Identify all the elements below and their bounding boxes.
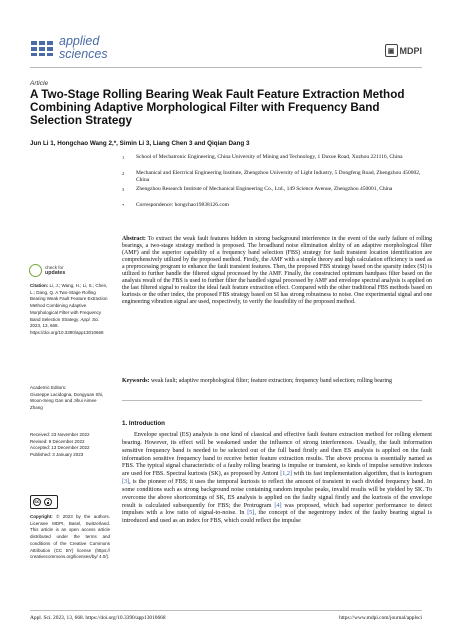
affiliation-number: 1 bbox=[122, 155, 125, 160]
editors-label: Academic Editors: bbox=[30, 385, 67, 390]
abstract bbox=[122, 236, 432, 306]
intro-text-4: was proposed, which had superior performance to detect impulses with a low ratio of signal-to-noise. In bbox=[122, 502, 432, 517]
copyright-text: © 2023 by the authors. Licensee MDPI, Basel, Switzerland. This article is an open access article distributed under the terms and conditions of the Creative Commons Attribution (CC BY) license (https:// creativecommons.org/licenses/by/ 4.0/). bbox=[30, 514, 110, 560]
publication-dates bbox=[30, 432, 110, 459]
citation-link[interactable]: [5] bbox=[247, 510, 255, 517]
citation-link[interactable]: [3] bbox=[122, 479, 130, 486]
citation-link[interactable]: [4] bbox=[274, 502, 282, 509]
introduction-paragraph bbox=[122, 432, 432, 526]
intro-text-5: , the concept of the negentropy index of the faulty bearing signal is introduced and used as an index for FBS, which could reflect the impulse bbox=[122, 510, 432, 525]
keywords-label: Keywords: bbox=[122, 378, 150, 384]
publisher-logo bbox=[385, 44, 423, 57]
journal-name-line1: applied bbox=[59, 34, 100, 48]
editors-names: Giuseppe Lacidogna, Dongyuan Shi, Woon-Seng Gan and Jihui Aimee Zhang bbox=[30, 391, 104, 411]
copyright-label: Copyright: bbox=[30, 514, 53, 519]
journal-logo-icon bbox=[30, 40, 54, 57]
copyright-block bbox=[30, 514, 110, 561]
keywords-text: weak fault; adaptive morphological filter; feature extraction; frequency band selection; rolling bearing bbox=[150, 378, 392, 384]
keywords bbox=[122, 378, 432, 385]
section-heading: 1. Introduction bbox=[122, 420, 165, 427]
check-for-updates-badge[interactable] bbox=[29, 264, 91, 280]
check-updates-icon bbox=[29, 264, 42, 277]
citation-block bbox=[30, 283, 110, 337]
abstract-label: Abstract: bbox=[122, 236, 146, 242]
correspondence-marker: * bbox=[122, 203, 125, 208]
affiliation-number: 3 bbox=[122, 187, 125, 192]
publisher-name: MDPI bbox=[399, 45, 422, 56]
author-list: Jun Li 1, Hongchao Wang 2,*, Simin Li 3, Liang Chen 3 and Qiqian Dang 3 bbox=[30, 140, 250, 147]
footer-citation[interactable]: Appl. Sci. 2023, 13, 668. https://doi.org/10.3390/app13010668 bbox=[30, 615, 166, 621]
header-divider bbox=[30, 67, 422, 68]
paper-title: A Two-Stage Rolling Bearing Weak Fault Feature Extraction Method Combining Adaptive Morphological Filter with Frequency Band Selection Strategy bbox=[30, 88, 405, 127]
affiliation-1 bbox=[122, 154, 432, 161]
footer-divider bbox=[30, 610, 422, 611]
intro-text-2: with its fast implementation algorithm, that is kurtogram bbox=[291, 471, 432, 478]
journal-name-line2: sciences bbox=[59, 47, 108, 61]
check-updates-line2: updates bbox=[45, 270, 66, 276]
affiliation-3 bbox=[122, 186, 432, 193]
accepted-date: Accepted: 13 December 2022 bbox=[30, 445, 90, 451]
citation-ref[interactable]: 2023, 13, 668. https://doi.org/10.3390/app13010668 bbox=[30, 323, 104, 335]
affiliation-text: Mechanical and Electrical Engineering Institute, Zhengzhou University of Light Industry, 5 Dongfeng Road, Zhengzhou 450002, China bbox=[136, 170, 421, 184]
affiliation-text: Zhengzhou Research Institute of Mechanical Engineering Co., Ltd., 149 Science Avenue, Zhengzhou 450001, China bbox=[136, 186, 393, 192]
affiliation-text: School of Mechatronic Engineering, China University of Mining and Technology, 1 Daxue Road, Xuzhou 221116, China bbox=[136, 154, 403, 160]
intro-text-3: , is the pioneer of FBS; it uses the temporal kurtosis to reflect the amount of transient in each divided frequency band. In some conditions such as strong background noise containing random impulse peaks, invalid results will be yielded by SK. To overcome the above shortcomings of SK, ES analysis is applied on the faulty signal firstly and the kurtosis of the envelope result is calculated subsequently for FBS; the Protrugram bbox=[122, 479, 432, 509]
citation-link[interactable]: [1,2] bbox=[280, 471, 292, 478]
abstract-text: To extract the weak fault features hidden in strong background interference in the event of the early failure of rolling bearings, a two-stage strategy method is proposed. The broadband noise elimination ability of an adaptive morphological filter (AMF) and the superior capability of a frequency band selection (FBS) strategy for fault transient location identification are comprehensively utilized by the proposed method. Firstly, the AMF with a simple theory and high calculation efficiency is used as a preprocessing program to enhance the fault transient features. Then, the proposed FBS strategy based on the sparsity index (SI) is utilized to further handle the filtered signal processed by the AMF. Finally, the constructed optimum bandpass filter based on the analysis result of the FBS is used to further filter the handled signal processed by AMF and envelope spectral analysis is applied on the last filtered signal to realize the ideal fault feature extraction effect. Compared with the other traditional FBS methods based on kurtosis or the other index, the proposed FBS strategy based on SI has strong robustness to noise. One experimental signal and one engineering vibration signal are used, respectively, to verify the feasibility of the proposed method. bbox=[122, 236, 432, 306]
affiliation-number: 2 bbox=[122, 171, 125, 176]
mdpi-mark-icon: ▣ bbox=[385, 44, 398, 57]
cc-by-license-icon[interactable] bbox=[30, 495, 58, 509]
by-attribution-icon bbox=[44, 498, 52, 506]
received-date: Received: 23 November 2022 bbox=[30, 432, 90, 437]
published-date: Published: 3 January 2023 bbox=[30, 452, 84, 458]
citation-journal: Appl. Sci. bbox=[80, 316, 100, 322]
correspondence-text: Correspondence: hongchao19838126.com bbox=[136, 202, 229, 208]
intro-text-1: Envelope spectral (ES) analysis is one kind of classical and effective fault feature extraction method for rolling element bearing. However, its effect will be weakened under the influence of strong interferences. Usually, the fault information sensitive frequency band is needed to be selected out of the full band firstly and then ES analysis is applied on the fault information sensitive frequency band to receive better feature extraction results. The above process is essentially named as FBS. The typical signal characteristic of a faulty rolling bearing is impulse or transient, so kinds of impulse sensitive indexes are used for FBS. Spectral kurtosis (SK), as proposed by Antoni bbox=[122, 432, 432, 478]
footer-journal-url[interactable]: https://www.mdpi.com/journal/applsci bbox=[339, 615, 422, 621]
check-updates-line1: check for bbox=[45, 265, 64, 270]
revised-date: Revised: 9 December 2022 bbox=[30, 438, 85, 444]
citation-text: Li, J.; Wang, H.; Li, S.; Chen, L.; Dang, Q. A Two-Stage Rolling Bearing Weak Fault Feature Extraction Method Combining Adaptive Morphological Filter with Frequency Band Selection Strategy. bbox=[30, 283, 108, 322]
academic-editors bbox=[30, 385, 110, 412]
affiliation-2 bbox=[122, 170, 432, 184]
cc-icon: cc bbox=[34, 498, 40, 504]
abstract-divider bbox=[122, 400, 422, 401]
journal-name bbox=[59, 35, 108, 61]
citation-label: Citation: bbox=[30, 283, 49, 288]
article-type: Article bbox=[30, 80, 49, 87]
correspondence bbox=[122, 202, 432, 209]
